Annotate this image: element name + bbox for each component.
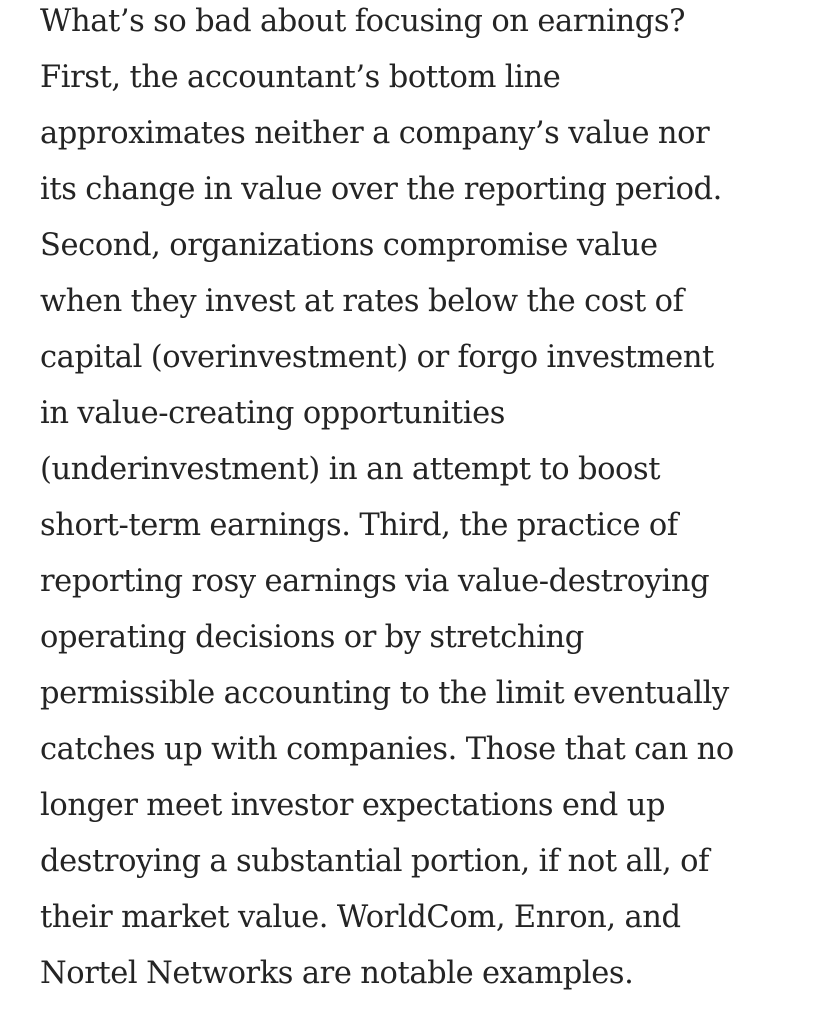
paragraph-line: operating decisions or by stretching xyxy=(40,620,584,655)
paragraph-line: longer meet investor expectations end up xyxy=(40,788,666,823)
paragraph-line: permissible accounting to the limit eventually xyxy=(40,676,729,711)
paragraph-line: reporting rosy earnings via value-destroying xyxy=(40,564,710,599)
paragraph-line: What’s so bad about focusing on earnings? xyxy=(40,4,686,39)
paragraph-line: in value-creating opportunities xyxy=(40,396,505,431)
paragraph-line: short-term earnings. Third, the practice of xyxy=(40,508,678,543)
paragraph-line: catches up with companies. Those that can no xyxy=(40,732,734,767)
paragraph-line: Second, organizations compromise value xyxy=(40,228,658,263)
paragraph-line: Nortel Networks are notable examples. xyxy=(40,956,634,991)
paragraph-line: approximates neither a company’s value nor xyxy=(40,116,710,151)
paragraph-line: (underinvestment) in an attempt to boost xyxy=(40,452,661,487)
paragraph-line: when they invest at rates below the cost of xyxy=(40,284,684,319)
paragraph-line: its change in value over the reporting period. xyxy=(40,172,722,207)
paragraph-line: their market value. WorldCom, Enron, and xyxy=(40,900,681,935)
paragraph-line: destroying a substantial portion, if not all, of xyxy=(40,844,709,879)
paragraph-line: First, the accountant’s bottom line xyxy=(40,60,561,95)
paragraph-line: capital (overinvestment) or forgo investment xyxy=(40,340,714,375)
